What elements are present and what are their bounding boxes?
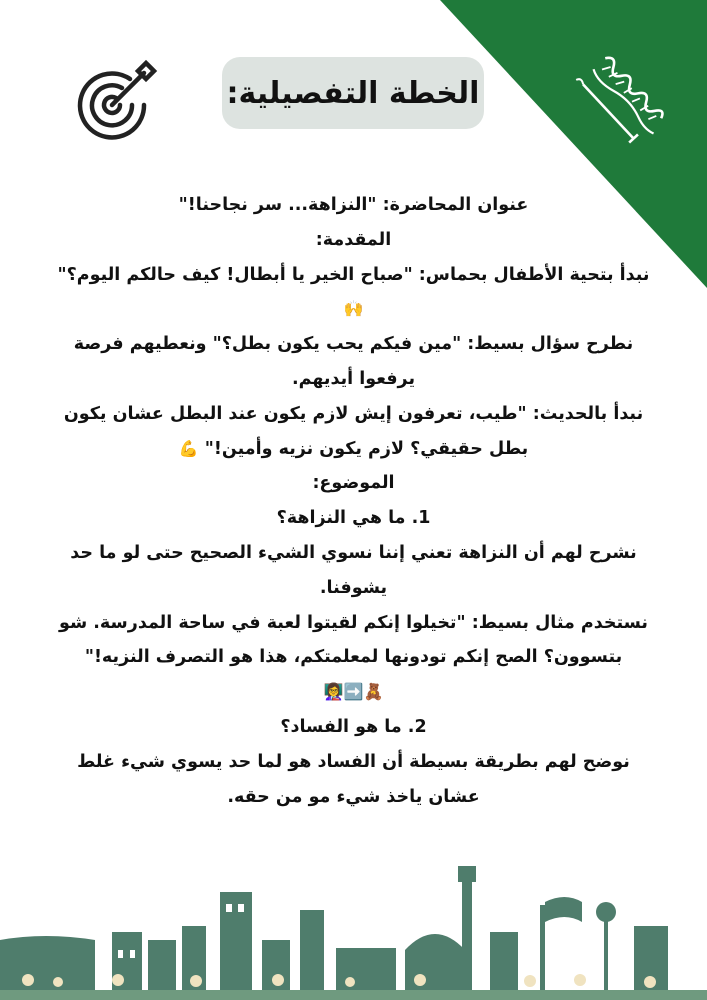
flexed-biceps-icon: 💪 — [178, 438, 199, 458]
hero-talk-line — [40, 397, 667, 467]
target-arrow-icon — [62, 55, 162, 155]
question-line: نطرح سؤال بسيط: "مين فيكم يحب يكون بطل؟" ونعطيهم فرصة يرفعوا أيديهم. — [73, 334, 634, 389]
toy-example-text: نستخدم مثال بسيط: "تخيلوا إنكم لقيتوا لعبة في ساحة المدرسة. شو بتسوون؟ الصح إنكم تودونها لمعلمتكم، هذا هو التصرف النزيه!" — [59, 612, 648, 668]
lecture-plan-text — [40, 188, 667, 814]
toy-example-line — [40, 606, 667, 710]
hero-talk-text: نبدأ بالحديث: "طيب، تعرفون إيش لازم يكون عند البطل عشان يكون بطل حقيقي؟ لازم يكون نزيه وأمين!" — [63, 403, 644, 459]
raising-hands-icon: 🙌 — [343, 299, 364, 319]
topic-heading: الموضوع: — [312, 473, 395, 494]
corruption-explanation: نوضح لهم بطريقة بسيطة أن الفساد هو لما حد يسوي شيء غلط عشان ياخذ شيء مو من حقه. — [77, 751, 630, 807]
corruption-heading: 2. ما هو الفساد؟ — [280, 716, 427, 737]
title-box — [222, 57, 484, 129]
greeting-text: نبدأ بتحية الأطفال بحماس: "صباح الخير يا أبطال! كيف حالكم اليوم؟" — [57, 264, 650, 285]
greeting-line — [40, 258, 667, 328]
riyadh-skyline-icon — [0, 840, 707, 1000]
page-title: الخطة التفصيلية: — [226, 75, 480, 111]
integrity-heading: 1. ما هي النزاهة؟ — [276, 508, 431, 529]
integrity-explanation: نشرح لهم أن النزاهة تعني إننا نسوي الشيء الصحيح حتى لو ما حد يشوفنا. — [70, 542, 637, 598]
teddy-arrow-teacher-icon: 🧸➡️👩‍🏫 — [323, 682, 384, 702]
lecture-title-line: عنوان المحاضرة: "النزاهة... سر نجاحنا!" — [178, 195, 529, 215]
introduction-heading: المقدمة: — [315, 229, 392, 250]
